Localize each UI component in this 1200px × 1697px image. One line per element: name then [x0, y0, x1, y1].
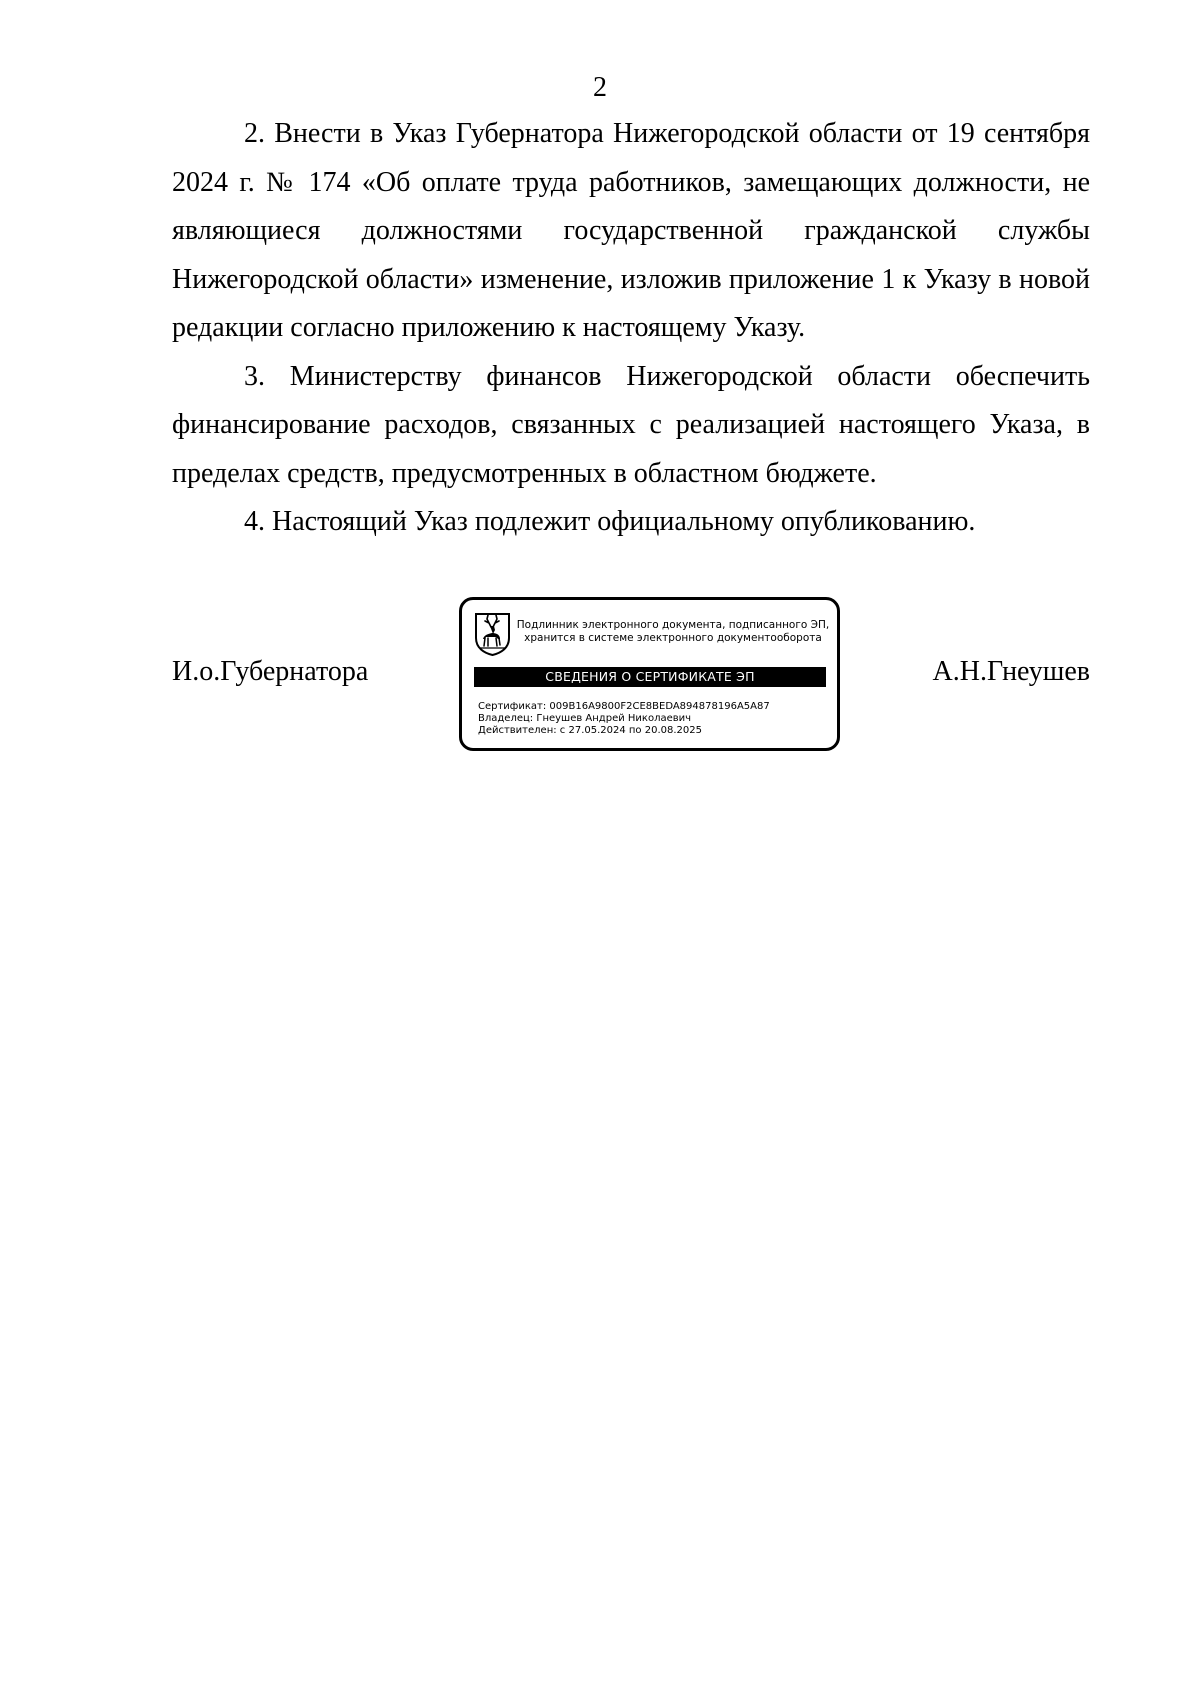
stamp-caption: [514, 619, 832, 645]
certificate-number: Сертификат: 009B16A9800F2CE8BEDA894878196A5A87: [478, 701, 770, 712]
certificate-owner: Владелец: Гнеушев Андрей Николаевич: [478, 713, 692, 724]
signatory-position: И.о.Губернатора: [172, 656, 369, 687]
electronic-signature-stamp: [459, 597, 840, 751]
page-number: 2: [593, 72, 607, 103]
paragraph-3: 3. Министерству финансов Нижегородской области обеспечить финансирование расходов, связанных с реализацией настоящего Указа, в пределах средств, предусмотренных в областном бюджете.: [172, 360, 1090, 489]
signatory-name: А.Н.Гнеушев: [932, 656, 1090, 687]
coat-of-arms-deer-icon: [474, 612, 511, 657]
paragraph-2: 2. Внести в Указ Губернатора Нижегородской области от 19 сентября 2024 г. № 174 «Об оплате труда работников, замещающих должности, не являющиеся должностями государственной гражданской службы Нижегородской области» изменение, изложив приложение 1 к Указу в новой редакции согласно приложению к настоящему Указу.: [172, 118, 1090, 343]
stamp-caption-line-1: Подлинник электронного документа, подписанного ЭП,: [516, 619, 830, 631]
certificate-validity: Действителен: с 27.05.2024 по 20.08.2025: [478, 725, 702, 736]
certificate-header: СВЕДЕНИЯ О СЕРТИФИКАТЕ ЭП: [474, 667, 826, 687]
stamp-caption-line-2: хранится в системе электронного документооборота: [524, 632, 822, 644]
paragraph-4: 4. Настоящий Указ подлежит официальному опубликованию.: [244, 506, 976, 537]
document-body: [172, 110, 1090, 547]
certificate-details: [478, 701, 828, 737]
